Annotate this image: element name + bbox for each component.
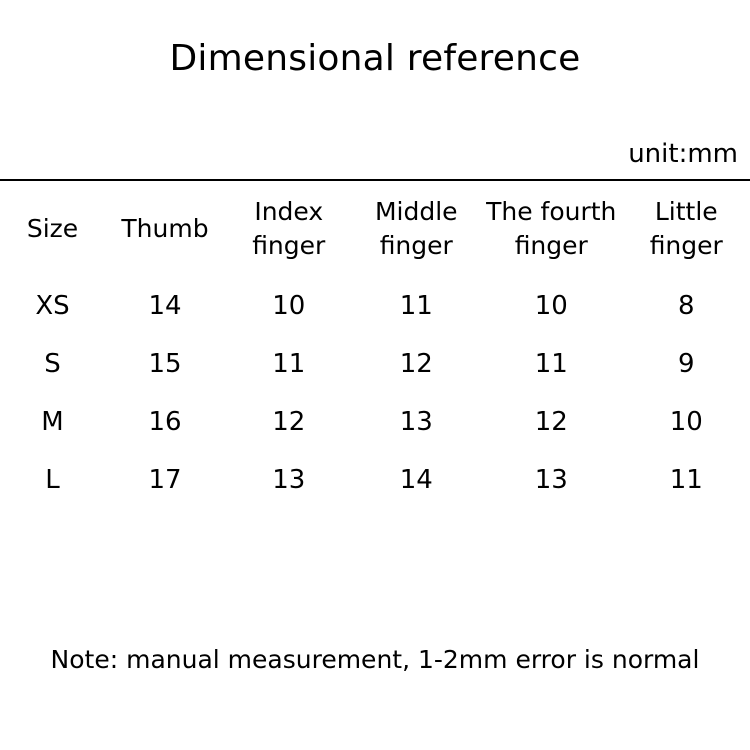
column-header-little-line1: Little <box>654 197 718 226</box>
cell-little: 9 <box>677 348 695 379</box>
table-row <box>0 335 750 393</box>
column-header-index-finger <box>225 185 353 277</box>
size-table <box>0 185 750 509</box>
column-header-little-line2: finger <box>649 230 723 260</box>
cell-middle: 14 <box>399 464 433 495</box>
cell-size: L <box>45 464 60 495</box>
column-header-size <box>0 185 105 277</box>
cell-index: 11 <box>272 348 306 379</box>
cell-little: 11 <box>669 464 703 495</box>
column-header-fourth-finger <box>480 185 623 277</box>
cell-middle: 12 <box>399 348 433 379</box>
page-title: Dimensional reference <box>169 38 581 79</box>
column-header-size-line1: Size <box>26 213 79 243</box>
cell-index: 13 <box>272 464 306 495</box>
table-header-row <box>0 185 750 277</box>
table-body <box>0 277 750 509</box>
header-divider <box>0 179 750 181</box>
cell-little: 8 <box>677 290 695 321</box>
column-header-little-finger <box>623 185 750 277</box>
cell-middle: 13 <box>399 406 433 437</box>
column-header-middle-finger <box>353 185 481 277</box>
cell-index: 12 <box>272 406 306 437</box>
cell-thumb: 17 <box>148 464 182 495</box>
cell-fourth: 13 <box>534 464 568 495</box>
cell-fourth: 10 <box>534 290 568 321</box>
cell-middle: 11 <box>399 290 433 321</box>
cell-fourth: 12 <box>534 406 568 437</box>
cell-thumb: 16 <box>148 406 182 437</box>
table-row <box>0 393 750 451</box>
table-header <box>0 185 750 277</box>
table-row <box>0 451 750 509</box>
cell-size: M <box>41 406 64 437</box>
cell-size: XS <box>35 290 70 321</box>
cell-thumb: 15 <box>148 348 182 379</box>
column-header-index-line2: finger <box>252 230 326 260</box>
cell-size: S <box>44 348 61 379</box>
column-header-fourth-line2: finger <box>514 230 588 260</box>
cell-little: 10 <box>669 406 703 437</box>
column-header-middle-line1: Middle <box>374 197 458 226</box>
table-row <box>0 277 750 335</box>
unit-label: unit:mm <box>628 139 738 169</box>
column-header-index-line1: Index <box>254 197 324 226</box>
cell-fourth: 11 <box>534 348 568 379</box>
column-header-middle-line2: finger <box>379 230 453 260</box>
column-header-fourth-line1: The fourth <box>486 197 617 226</box>
column-header-thumb <box>105 185 225 277</box>
cell-index: 10 <box>272 290 306 321</box>
cell-thumb: 14 <box>148 290 182 321</box>
column-header-thumb-line1: Thumb <box>121 213 209 243</box>
measurement-note: Note: manual measurement, 1-2mm error is normal <box>50 645 700 674</box>
